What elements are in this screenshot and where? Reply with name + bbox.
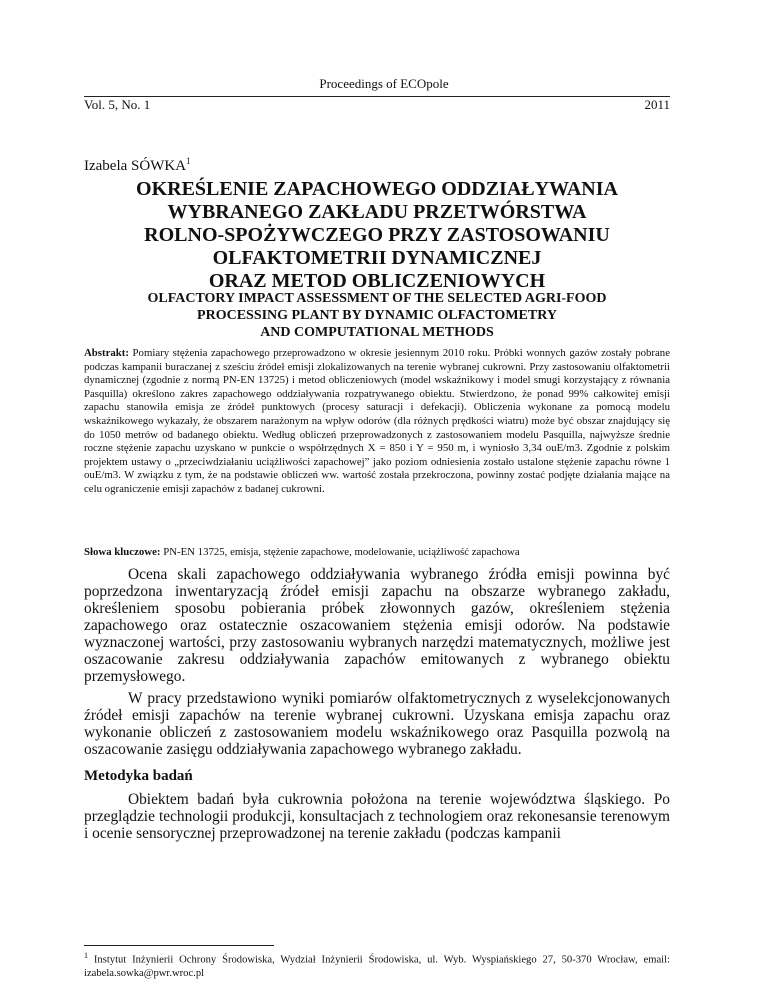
title-pl-line: OLFAKTOMETRII DYNAMICZNEJ: [212, 247, 542, 269]
author-footnote-mark: 1: [186, 156, 191, 166]
keywords: [84, 546, 670, 558]
abstract-label: Abstrakt:: [84, 347, 129, 359]
abstract-text: Pomiary stężenia zapachowego przeprowadzono w okresie jesiennym 2010 roku. Próbki wonnych gazów zostały pobrane podczas kampanii buraczanej z sześciu źródeł emisji zlokalizowanych na terenie wybranej cukrowni. Przy zastosowaniu olfaktometrii dynamicznej (zgodnie z normą PN-EN 13725) i metod obliczeniowych (model wskaźnikowy i model smugi korzystający z równania Pasquilla) określono zakres zapachowego oddziaływania rozpatrywanego obiektu. Stwierdzono, że ponad 99% całkowitej emisji zapachu stanowiła emisja ze źródeł punktowych (procesy saturacji i defekacji). Obliczenia wykonane za pomocą modelu wskaźnikowego wykazały, że obszarem narażonym na wpływ odorów (dla różnych prędkości wiatru) może być obszar znajdujący się do 1050 metrów od badanego obiektu. Według obliczeń przeprowadzonych z zastosowaniem modelu Pasquilla, najwyższe średnie roczne stężenie zapachu uzyskano w punkcie o współrzędnych X = 850 i Y = 950 m, i wyniosło 3,34 ouE/m3. Zgodnie z polskim projektem ustawy o „przeciwdziałaniu uciążliwości zapachowej” jako poziom odniesienia zostało ustalone stężenie zapachu równe 1 ouE/m3. W związku z tym, że na podstawie obliczeń ww. wartość została przekroczona, powinny zostać podjęte działania mające na celu ograniczenie emisji zapachów z badanej cukrowni.: [84, 347, 670, 495]
footnote: [84, 949, 670, 980]
section-heading: Metodyka badań: [84, 768, 193, 784]
keywords-label: Słowa kluczowe:: [84, 546, 161, 558]
title-polish: [84, 178, 670, 293]
title-pl-line: ROLNO-SPOŻYWCZEGO PRZY ZASTOSOWANIU: [144, 224, 610, 246]
volume-info: Vol. 5, No. 1: [84, 97, 151, 112]
footnote-mark: 1: [84, 951, 88, 960]
journal-name: Proceedings of ECOpole: [319, 76, 449, 91]
body-text: [84, 566, 670, 847]
title-en-line: PROCESSING PLANT BY DYNAMIC OLFACTOMETRY: [197, 308, 557, 323]
body-paragraph: Ocena skali zapachowego oddziaływania wybranego źródła emisji powinna być poprzedzona inwentaryzacją źródeł emisji zapachu na obszarze wybranego zakładu, określeniem sposobu pobierania próbek złowonnych gazów, określeniem stężenia zapachowego oraz ostatecznie oszacowaniem stężenia emisji odorów. Na podstawie wyznaczonej wartości, przy zastosowaniu wybranych narzędzi matematycznych, możliwe jest oszacowanie zakresu oddziaływania zapachów emitowanych z wybranego obiektu przemysłowego.: [84, 566, 670, 685]
title-en-line: OLFACTORY IMPACT ASSESSMENT OF THE SELECTED AGRI-FOOD: [147, 291, 607, 306]
footnote-text: Instytut Inżynierii Ochrony Środowiska, Wydział Inżynierii Środowiska, ul. Wyb. Wyspiańskiego 27, 50-370 Wrocław, email: izabela.sowka@pwr.wroc.pl: [84, 954, 670, 979]
author-line: [84, 156, 191, 175]
keywords-text: PN-EN 13725, emisja, stężenie zapachowe, modelowanie, uciążliwość zapachowa: [163, 546, 520, 558]
title-pl-line: ORAZ METOD OBLICZENIOWYCH: [208, 270, 546, 292]
publication-year: 2011: [644, 97, 670, 112]
section-paragraph: Obiektem badań była cukrownia położona na terenie województwa śląskiego. Po przeglądzie technologii produkcji, konsultacjach z technologiem oraz rekonesansie terenowym i ocenie sensorycznej przeprowadzonej na terenie zakładu (podczas kampanii: [84, 791, 670, 842]
abstract: [84, 347, 670, 497]
header-divider: [84, 96, 670, 97]
footnote-divider: [84, 945, 274, 946]
body-paragraph: W pracy przedstawiono wyniki pomiarów olfaktometrycznych z wyselekcjonowanych źródeł emisji zapachów na terenie wybranej cukrowni. Uzyskana emisja zapachu oraz wykonanie obliczeń z zastosowaniem modelu wskaźnikowego oraz Pasquilla pozwolą na oszacowanie zasięgu oddziaływania zapachowego wybranego zakładu.: [84, 690, 670, 758]
author-name: Izabela SÓWKA: [84, 158, 187, 174]
title-pl-line: WYBRANEGO ZAKŁADU PRZETWÓRSTWA: [167, 201, 587, 223]
title-english: [84, 290, 670, 341]
title-pl-line: OKREŚLENIE ZAPACHOWEGO ODDZIAŁYWANIA: [136, 178, 618, 200]
title-en-line: AND COMPUTATIONAL METHODS: [260, 325, 494, 340]
